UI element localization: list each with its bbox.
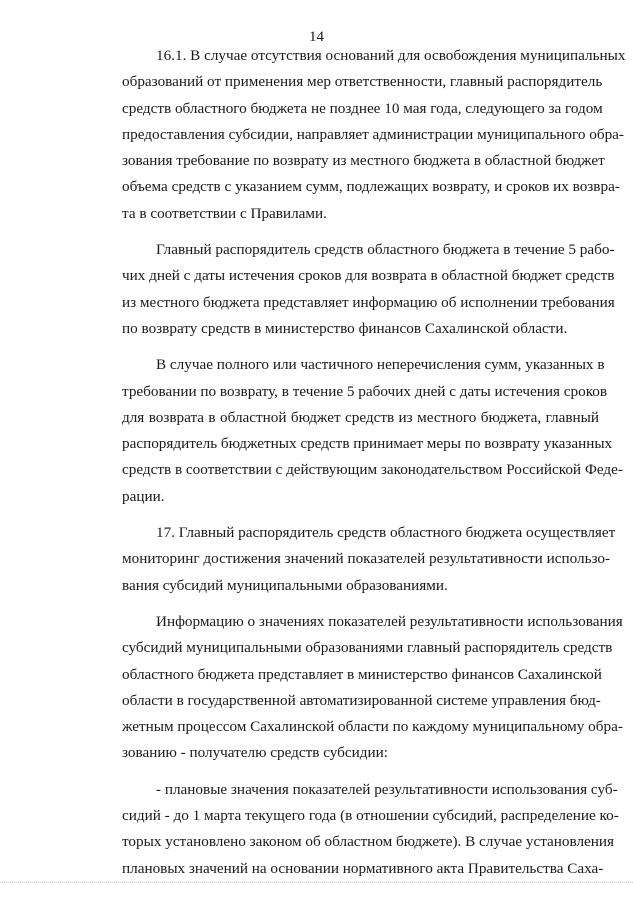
text-line: - плановые значения показателей результативности использования суб- [156,780,618,798]
text-line: образований от применения мер ответственности, главный распорядитель [122,73,603,91]
text-line: зованию - получателю средств субсидии: [122,744,388,762]
text-line: торых установлено законом об областном бюджете). В случае установления [122,833,615,851]
paragraph-planned-values [122,777,619,882]
document-body [122,43,626,892]
text-line: вания субсидий муниципальными образованиями. [122,576,448,594]
text-line: плановых значений на основании нормативного акта Правительства Саха- [122,859,604,877]
text-line: 17. Главный распорядитель средств областного бюджета осуществляет [156,524,616,542]
text-line: жетным процессом Сахалинской области по каждому муниципальному обра- [122,718,623,736]
paragraph-16-1 [122,43,626,227]
text-line: предоставления субсидии, направляет администрации муниципального обра- [122,125,624,143]
text-line: требовании по возврату, в течение 5 рабочих дней с даты истечения сроков [122,382,608,400]
text-line: Информацию о значениях показателей результативности использования [156,612,623,630]
text-line: средств областного бюджета не позднее 10 мая года, следующего за годом [122,99,603,117]
text-line: чих дней с даты истечения сроков для возврата в областной бюджет средств [122,267,615,285]
paragraph-non-transfer [122,352,623,510]
text-line: областного бюджета представляет в министерство финансов Сахалинской [122,665,602,683]
text-line: В случае полного или частичного неперечисления сумм, указанных в [156,356,605,374]
paragraph-information [122,609,623,767]
text-line: субсидий муниципальными образованиями главный распорядитель средств [122,639,613,657]
text-line: зования требование по возврату из местного бюджета в областной бюджет [122,152,605,170]
text-line: объема средств с указанием сумм, подлежащих возврату, и сроков их возвра- [122,178,620,196]
text-line: для возврата в областной бюджет средств из местного бюджета, главный [122,408,599,426]
text-line: из местного бюджета представляет информацию об исполнении требования [122,293,615,311]
text-line: мониторинг достижения значений показателей результативности использо- [122,550,611,568]
text-line: средств в соответствии с действующим законодательством Российской Феде- [122,461,623,479]
page-number: 14 [309,29,324,45]
paragraph-main-distributor [122,237,615,342]
text-line: области в государственной автоматизированной системе управления бюд- [122,691,601,709]
scan-edge-line [0,882,633,883]
text-line: та в соответствии с Правилами. [122,204,327,222]
text-line: по возврату средств в министерство финансов Сахалинской области. [122,319,568,337]
text-line: сидий - до 1 марта текущего года (в отношении субсидий, распределение ко- [122,807,619,825]
text-line: Главный распорядитель средств областного бюджета в течение 5 рабо- [156,241,615,259]
text-line: распорядитель бюджетных средств принимает меры по возврату указанных [122,435,613,453]
text-line: 16.1. В случае отсутствия оснований для освобождения муниципальных [156,47,626,64]
paragraph-17 [122,520,616,599]
text-line: рации. [122,487,165,505]
